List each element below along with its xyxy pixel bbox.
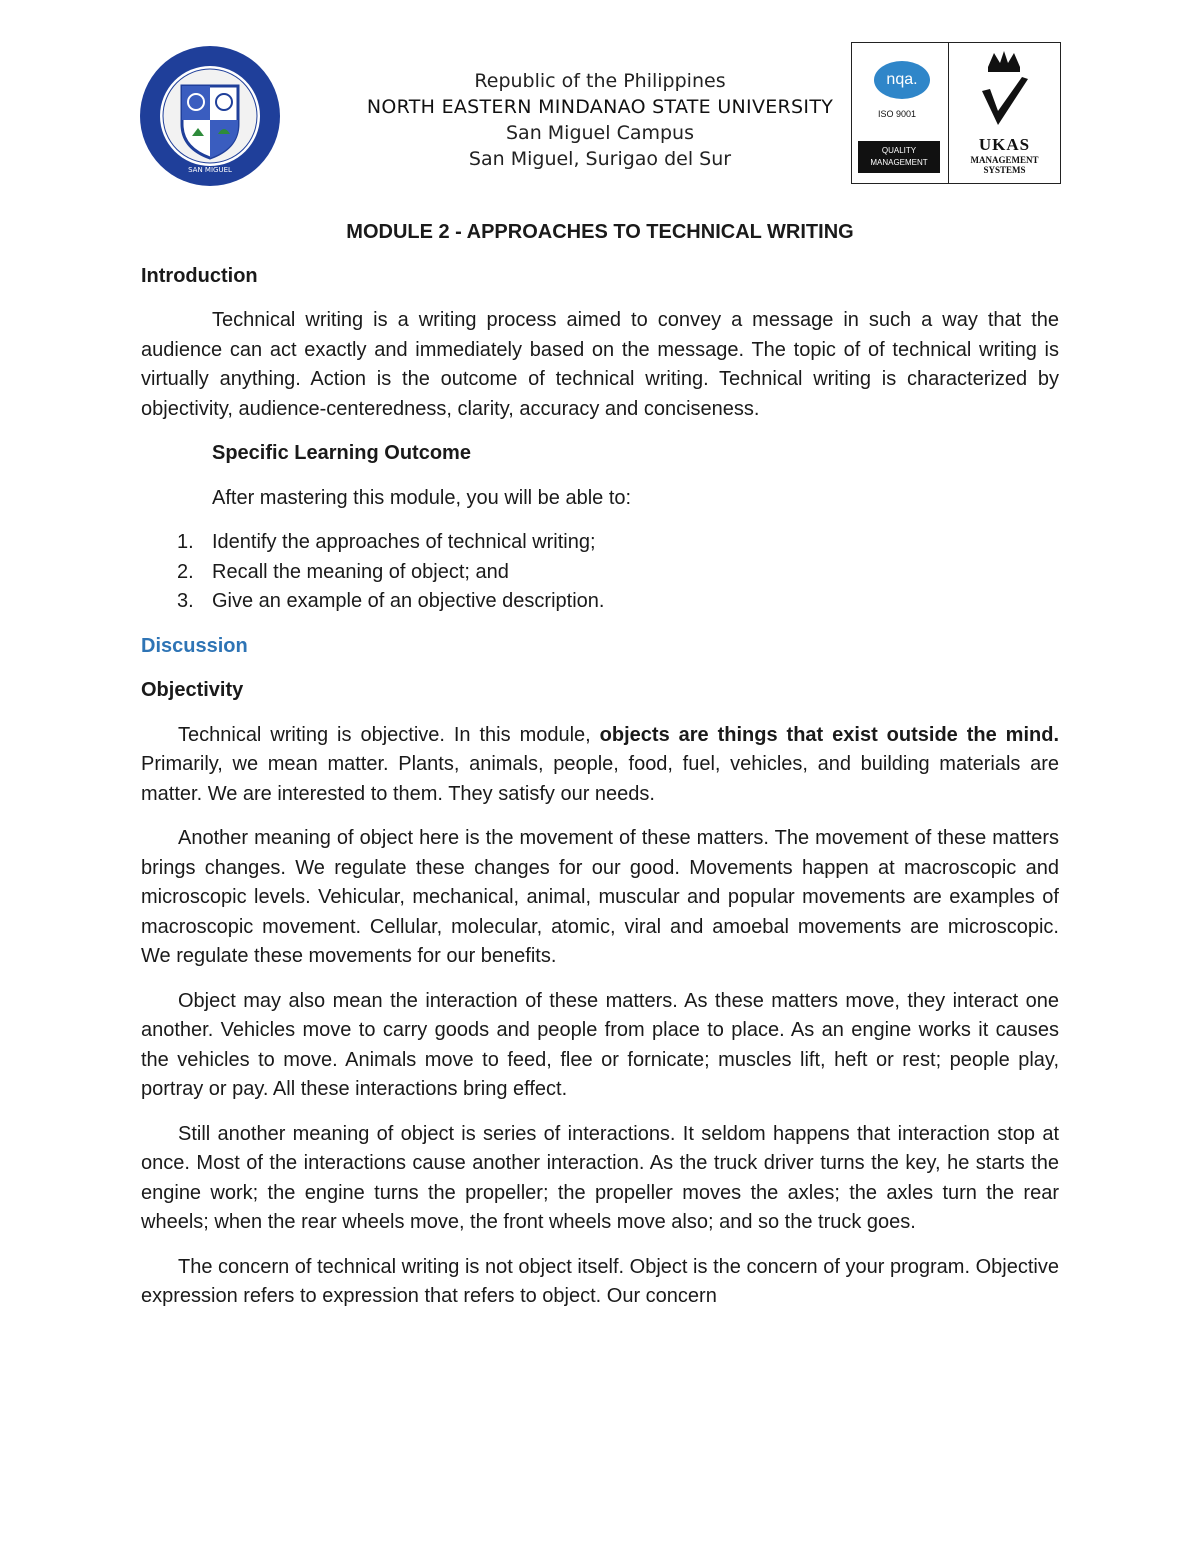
university-name: NORTH EASTERN MINDANAO STATE UNIVERSITY: [366, 96, 834, 118]
ukas-logo: [949, 43, 1060, 183]
quality-management-label: QUALITY MANAGEMENT: [858, 141, 940, 173]
document-header: [0, 0, 1200, 190]
discussion-heading: Discussion: [141, 634, 248, 657]
management-systems-label: MANAGEMENT SYSTEMS: [970, 155, 1039, 175]
university-seal-icon: [138, 44, 282, 188]
ukas-label: UKAS: [978, 135, 1031, 154]
introduction-heading: Introduction: [141, 264, 258, 287]
header-text: [300, 68, 900, 172]
introduction-paragraph: Technical writing is a writing process aimed to convey a message in such a way that the audience can act exactly and immediately based on the message. The topic of of technical writing is virtually anything. Action is the outcome of technical writing. Technical writing is characterized by objectivity, audience-centeredness, clarity, accuracy and conciseness.: [141, 309, 1059, 420]
definition-bold: objects are things that exist outside the mind.: [599, 723, 1060, 746]
crown-check-icon: [974, 47, 1034, 135]
module-content: [141, 218, 1059, 1327]
list-item: 2. Recall the meaning of object; and: [177, 560, 509, 583]
list-item: 3. Give an example of an objective description.: [177, 590, 605, 612]
learning-outcome-lead: After mastering this module, you will be able to:: [212, 486, 632, 509]
paragraph-interaction: Object may also mean the interaction of these matters. As these matters move, they interact one another. Vehicles move to carry goods and people from place to place. As an engine works it causes the vehicles to move. Animals move to feed, flee or fornicate; muscles lift, heft or rest; people play, portray or pay. All these interactions bring effect.: [141, 989, 1059, 1100]
svg-text:SAN MIGUEL: SAN MIGUEL: [188, 166, 232, 174]
nqa-logo: nqa.: [874, 61, 930, 99]
learning-outcome-heading: Specific Learning Outcome: [212, 442, 471, 464]
paragraph-movement: Another meaning of object here is the movement of these matters. The movement of these matters brings changes. We regulate these changes for our good. Movements happen at macroscopic and microscopic levels. Vehicular, mechanical, animal, muscular and popular movements are examples of macroscopic movement. Cellular, molecular, atomic, viral and amoebal movements are microscopic. We regulate these movements for our benefits.: [141, 827, 1059, 967]
paragraph-series: Still another meaning of object is series of interactions. It seldom happens that interaction stop at once. Most of the interactions cause another interaction. As the truck driver turns the key, he starts the engine work; the engine turns the propeller; the propeller moves the axles; the axles turn the rear wheels; when the rear wheels move, the front wheels move also; and so the truck goes.: [141, 1122, 1059, 1233]
paragraph-concern: The concern of technical writing is not object itself. Object is the concern of your program. Objective expression refers to expression that refers to object. Our concern: [141, 1255, 1059, 1307]
objectivity-heading: Objectivity: [141, 679, 244, 701]
country-line: Republic of the Philippines: [474, 70, 726, 92]
module-title: MODULE 2 - APPROACHES TO TECHNICAL WRITING: [346, 221, 854, 243]
certification-logos: [851, 42, 1061, 184]
nqa-iso-logo: [852, 43, 949, 183]
list-item: 1. Identify the approaches of technical writing;: [177, 531, 596, 553]
location-line: San Miguel, Surigao del Sur: [468, 148, 732, 170]
iso-label: ISO 9001: [878, 109, 917, 119]
campus-line: San Miguel Campus: [506, 122, 694, 144]
learning-outcome-list: [141, 528, 1059, 617]
paragraph-objects: Technical writing is objective. In this module, objects are things that exist outside the mind. Primarily, we mean matter. Plants, animals, people, food, fuel, vehicles, and building materials are matter. We are interested to them. They satisfy our needs.: [141, 723, 1060, 805]
